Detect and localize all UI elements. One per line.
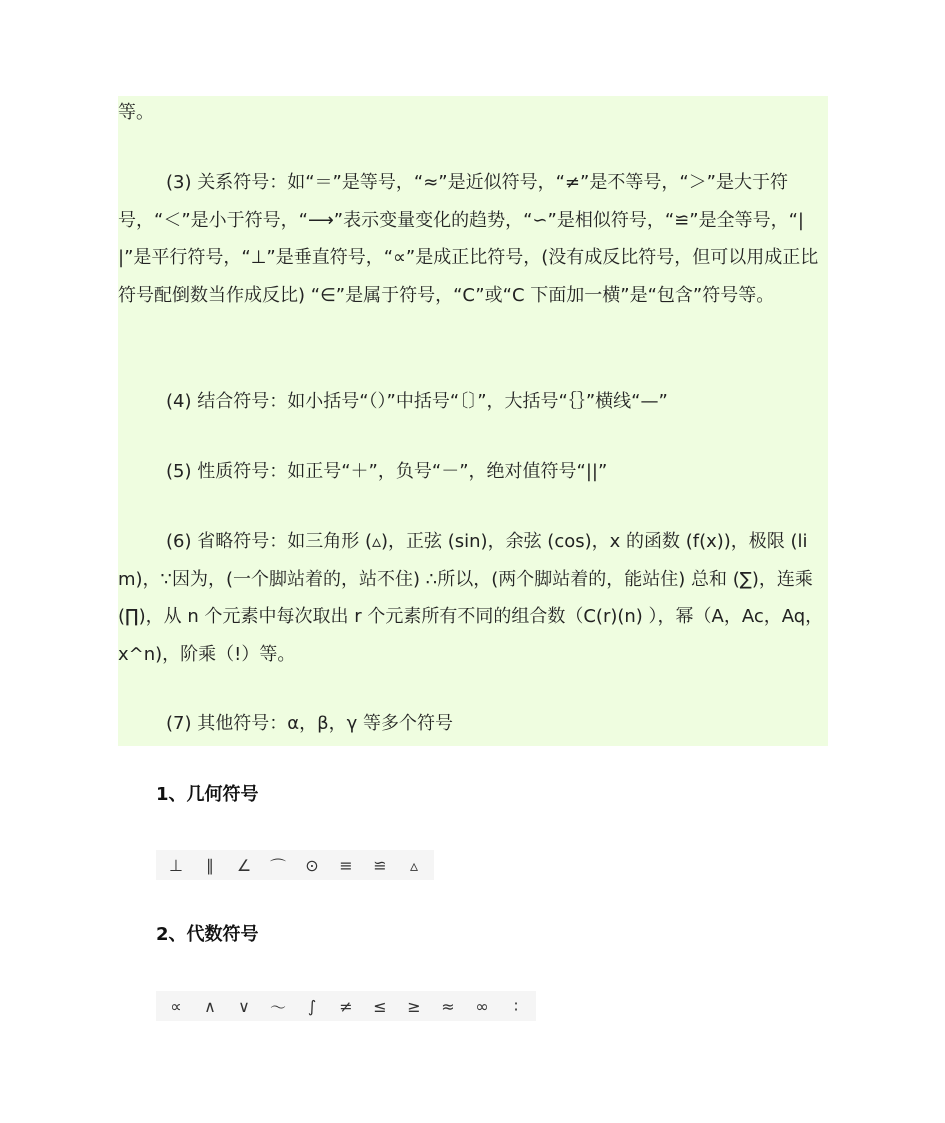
symbol-less-equal: ≤ — [373, 996, 387, 1016]
symbol-identical: ≡ — [339, 855, 353, 875]
algebra-symbol-row — [156, 991, 536, 1021]
paragraph-relation-symbols: (3) 关系符号：如“＝”是等号，“≈”是近似符号，“≠”是不等号，“＞”是大于符号，“＜”是小于符号，“⟶”表示变量变化的趋势，“∽”是相似符号，“≌”是全等号，“||”是平行符号，“⊥”是垂直符号，“∝”是成正比符号，(没有成反比符号，但可以用成正比符号配倒数当作成反比) “∈”是属于符号，“C”或“C 下面加一横”是“包含”符号等。 — [118, 172, 819, 306]
symbol-ratio: ∶ — [513, 996, 519, 1016]
paragraph-abbreviation-symbols: (6) 省略符号：如三角形 (▵)，正弦 (sin)，余弦 (cos)，x 的函数 (f(x))，极限 (lim)，∵因为，(一个脚站着的，站不住) ∴所以，(两个脚站着的，能站住) 总和 (∑)，连乘 (∏)，从 n 个元素中每次取出 r 个元素所有不同的组合数（C(r)(n) ），幂（A，Ac，Aq，x^n)，阶乘（!）等。 — [118, 531, 824, 665]
symbol-approx: ≈ — [441, 996, 455, 1016]
symbol-tilde: ～ — [269, 997, 286, 1017]
symbol-and: ∧ — [204, 996, 216, 1016]
paragraph-other-symbols: (7) 其他符号：α，β，γ 等多个符号 — [166, 713, 453, 734]
symbol-perpendicular: ⊥ — [169, 855, 183, 875]
symbol-integral: ∫ — [307, 996, 317, 1016]
geometry-symbol-row — [156, 850, 434, 880]
symbol-parallel: ∥ — [206, 855, 214, 875]
symbol-infinity: ∞ — [475, 996, 489, 1016]
symbol-or: ∨ — [238, 996, 250, 1016]
symbol-not-equal: ≠ — [339, 996, 353, 1016]
symbol-triangle: ▵ — [409, 855, 419, 875]
paragraph-grouping-symbols: (4) 结合符号：如小括号“（）”中括号“〔〕”，大括号“｛｝”横线“—” — [166, 391, 668, 412]
symbol-greater-equal: ≥ — [407, 996, 421, 1016]
paragraph-property-symbols: (5) 性质符号：如正号“＋”，负号“－”，绝对值符号“||” — [166, 461, 608, 482]
symbol-circle: ⊙ — [305, 855, 319, 875]
section-heading-algebra: 2、代数符号 — [156, 924, 259, 945]
symbol-angle: ∠ — [236, 855, 252, 875]
section-heading-geometry: 1、几何符号 — [156, 784, 259, 805]
paragraph-ending: 等。 — [118, 102, 154, 123]
symbol-congruent: ≌ — [373, 855, 387, 875]
symbol-arc: ⌒ — [269, 856, 286, 876]
symbol-proportional: ∝ — [170, 996, 182, 1016]
